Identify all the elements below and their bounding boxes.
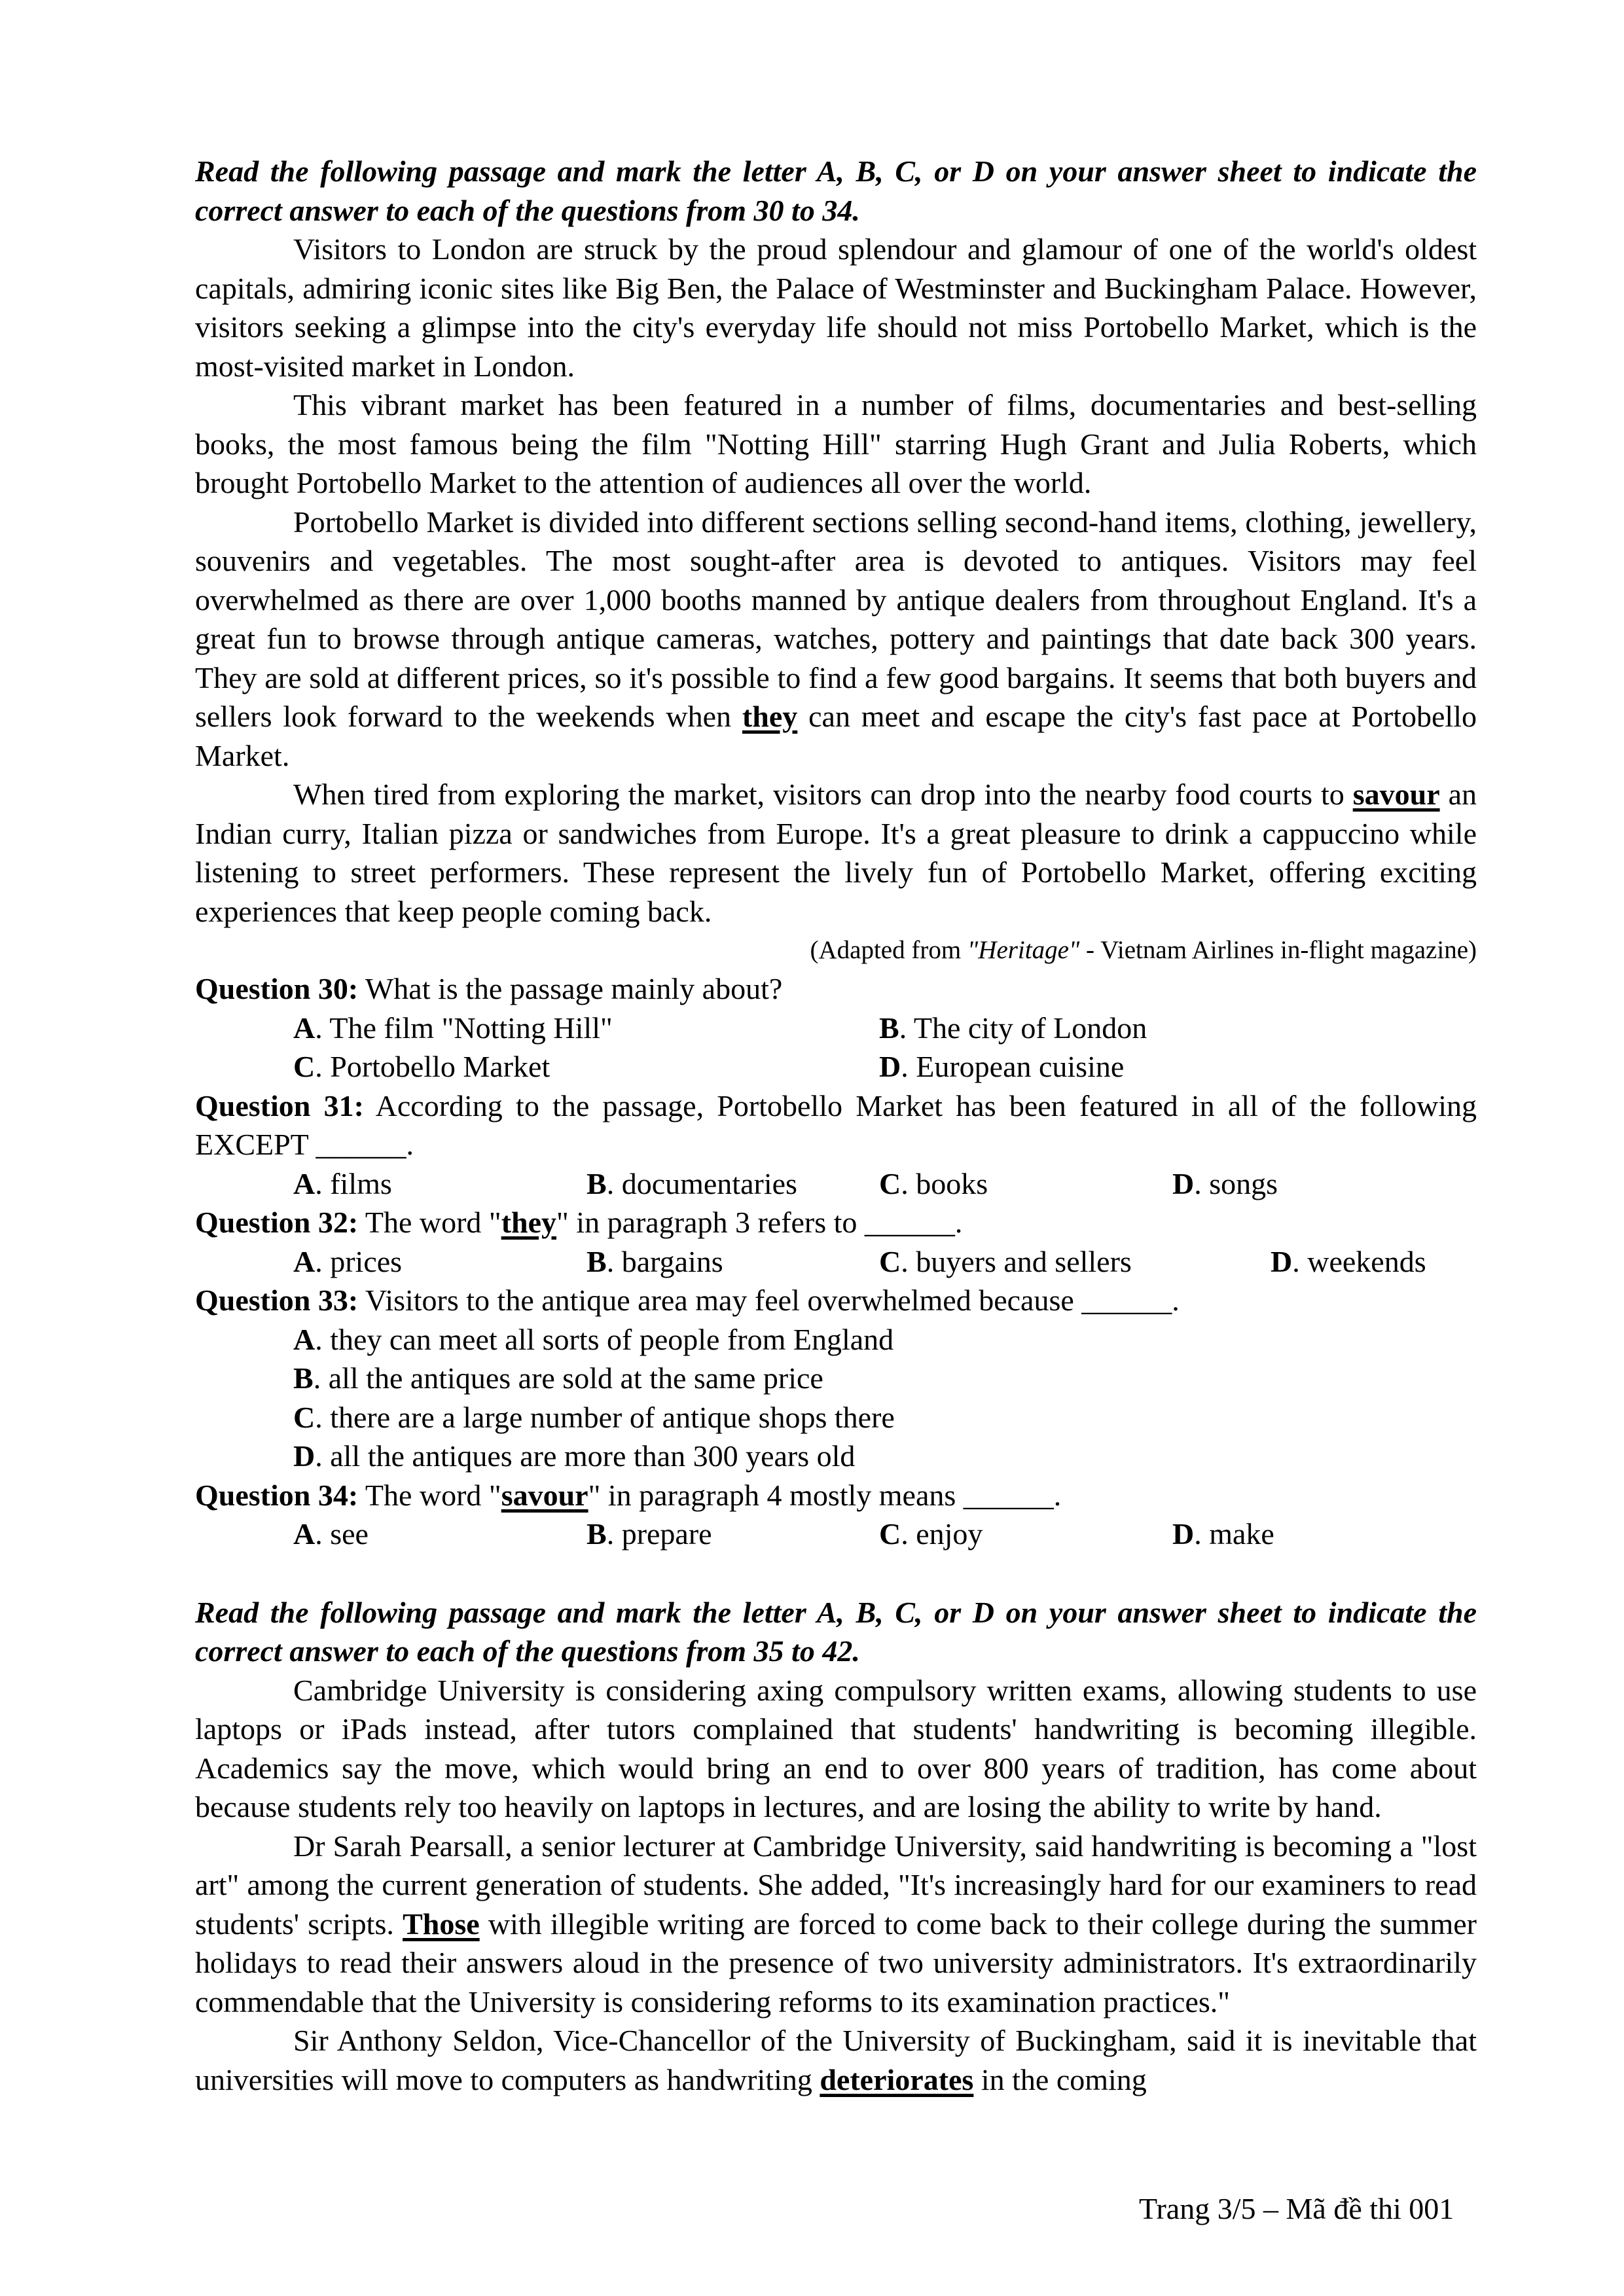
question-31-options <box>195 1164 1477 1204</box>
question-34-options <box>195 1515 1477 1554</box>
q31-option-a[interactable]: A. films <box>293 1166 392 1200</box>
q30-option-d[interactable]: D. European cuisine <box>879 1050 1125 1083</box>
question-34: Question 34: The word "savour" in paragraph 4 mostly means ______. <box>195 1478 1062 1512</box>
highlighted-word-savour: savour <box>1352 778 1440 811</box>
question-30-options-row-2 <box>195 1047 1477 1086</box>
section-instruction-30-34: Read the following passage and mark the letter A, B, C, or D on your answer sheet to indicate the correct answer to each of the questions from 30 to 34. <box>195 154 1477 227</box>
question-33-option-row-b <box>195 1359 1477 1398</box>
highlighted-word-deteriorates: deteriorates <box>820 2062 974 2096</box>
page-footer: Trang 3/5 – Mã đề thi 001 <box>1139 2192 1454 2225</box>
q31-option-c[interactable]: C. books <box>879 1166 988 1200</box>
question-32-options <box>195 1242 1477 1282</box>
passage1-paragraph-4: When tired from exploring the market, visitors can drop into the nearby food courts to savour an Indian curry, Italian pizza or sandwiches from Europe. It's a great pleasure to drink a cappuccino while listening to street performers. These represent the lively fun of Portobello Market, offering exciting experiences that keep people coming back. <box>195 778 1477 928</box>
q32-option-a[interactable]: A. prices <box>293 1244 403 1278</box>
section-spacer <box>195 1554 1477 1593</box>
question-30-options-row-1 <box>195 1009 1477 1048</box>
highlighted-word-they-ref: they <box>501 1206 557 1239</box>
question-31: Question 31: According to the passage, Portobello Market has been featured in all of the following EXCEPT ______. <box>195 1088 1477 1161</box>
q30-option-c[interactable]: C. Portobello Market <box>293 1050 550 1083</box>
passage1-paragraph-2: This vibrant market has been featured in a number of films, documentaries and best-selling books, the most famous being the film "Notting Hill" starring Hugh Grant and Julia Roberts, which brought Portobello Market to the attention of audiences all over the world. <box>195 388 1477 499</box>
q34-option-d[interactable]: D. make <box>1172 1517 1274 1551</box>
q34-option-c[interactable]: C. enjoy <box>879 1517 983 1551</box>
highlighted-word-those: Those <box>403 1907 480 1941</box>
question-33-option-row-a <box>195 1320 1477 1359</box>
highlighted-word-savour-ref: savour <box>501 1478 588 1512</box>
q33-option-d[interactable]: D. all the antiques are more than 300 years old <box>293 1439 856 1473</box>
question-30: Question 30: What is the passage mainly about? <box>195 972 783 1005</box>
q32-option-b[interactable]: B. bargains <box>586 1244 723 1278</box>
q33-option-b[interactable]: B. all the antiques are sold at the same price <box>293 1361 823 1395</box>
q31-option-b[interactable]: B. documentaries <box>586 1166 797 1200</box>
q30-option-a[interactable]: A. The film "Notting Hill" <box>293 1011 613 1045</box>
question-33-option-row-c <box>195 1398 1477 1437</box>
exam-page <box>195 152 1477 2099</box>
highlighted-word-they: they <box>742 700 798 733</box>
question-33-option-row-d <box>195 1437 1477 1476</box>
passage-source-citation: (Adapted from "Heritage" - Vietnam Airlines in-flight magazine) <box>810 936 1477 964</box>
question-33: Question 33: Visitors to the antique area may feel overwhelmed because ______. <box>195 1283 1180 1317</box>
q34-option-b[interactable]: B. prepare <box>586 1517 712 1551</box>
passage2-paragraph-1: Cambridge University is considering axing compulsory written exams, allowing students to use laptops or iPads instead, after tutors complained that students' handwriting is becoming illegible. Academics say the move, which would bring an end to over 800 years of tradition, has come about because students rely too heavily on laptops in lectures, and are losing the ability to write by hand. <box>195 1673 1477 1823</box>
passage1-paragraph-1: Visitors to London are struck by the proud splendour and glamour of one of the world's oldest capitals, admiring iconic sites like Big Ben, the Palace of Westminster and Buckingham Palace. However, visitors seeking a glimpse into the city's everyday life should not miss Portobello Market, which is the most-visited market in London. <box>195 232 1477 383</box>
section-instruction-35-42: Read the following passage and mark the letter A, B, C, or D on your answer sheet to indicate the correct answer to each of the questions from 35 to 42. <box>195 1595 1477 1668</box>
q32-option-c[interactable]: C. buyers and sellers <box>879 1244 1132 1278</box>
q34-option-a[interactable]: A. see <box>293 1517 369 1551</box>
passage2-paragraph-2: Dr Sarah Pearsall, a senior lecturer at Cambridge University, said handwriting is becoming a "lost art" among the current generation of students. She added, "It's increasingly hard for our examiners to read students' scripts. Those with illegible writing are forced to come back to their college during the summer holidays to read their answers aloud in the presence of two university administrators. It's extraordinarily commendable that the University is considering reforms to its examination practices." <box>195 1829 1477 2018</box>
question-32: Question 32: The word "they" in paragraph 3 refers to ______. <box>195 1206 963 1239</box>
passage1-paragraph-3: Portobello Market is divided into different sections selling second-hand items, clothing, jewellery, souvenirs and vegetables. The most sought-after area is devoted to antiques. Visitors may feel overwhelmed as there are over 1,000 booths manned by antique dealers from throughout England. It's a great fun to browse through antique cameras, watches, pottery and paintings that date back 300 years. They are sold at different prices, so it's possible to find a few good bargains. It seems that both buyers and sellers look forward to the weekends when they can meet and escape the city's fast pace at Portobello Market. <box>195 505 1477 772</box>
q33-option-a[interactable]: A. they can meet all sorts of people from England <box>293 1322 894 1356</box>
q32-option-d[interactable]: D. weekends <box>1271 1244 1426 1278</box>
q30-option-b[interactable]: B. The city of London <box>879 1011 1147 1045</box>
q33-option-c[interactable]: C. there are a large number of antique shops there <box>293 1400 895 1434</box>
q31-option-d[interactable]: D. songs <box>1172 1166 1278 1200</box>
passage2-paragraph-3: Sir Anthony Seldon, Vice-Chancellor of the University of Buckingham, said it is inevitable that universities will move to computers as handwriting deteriorates in the coming <box>195 2024 1477 2096</box>
